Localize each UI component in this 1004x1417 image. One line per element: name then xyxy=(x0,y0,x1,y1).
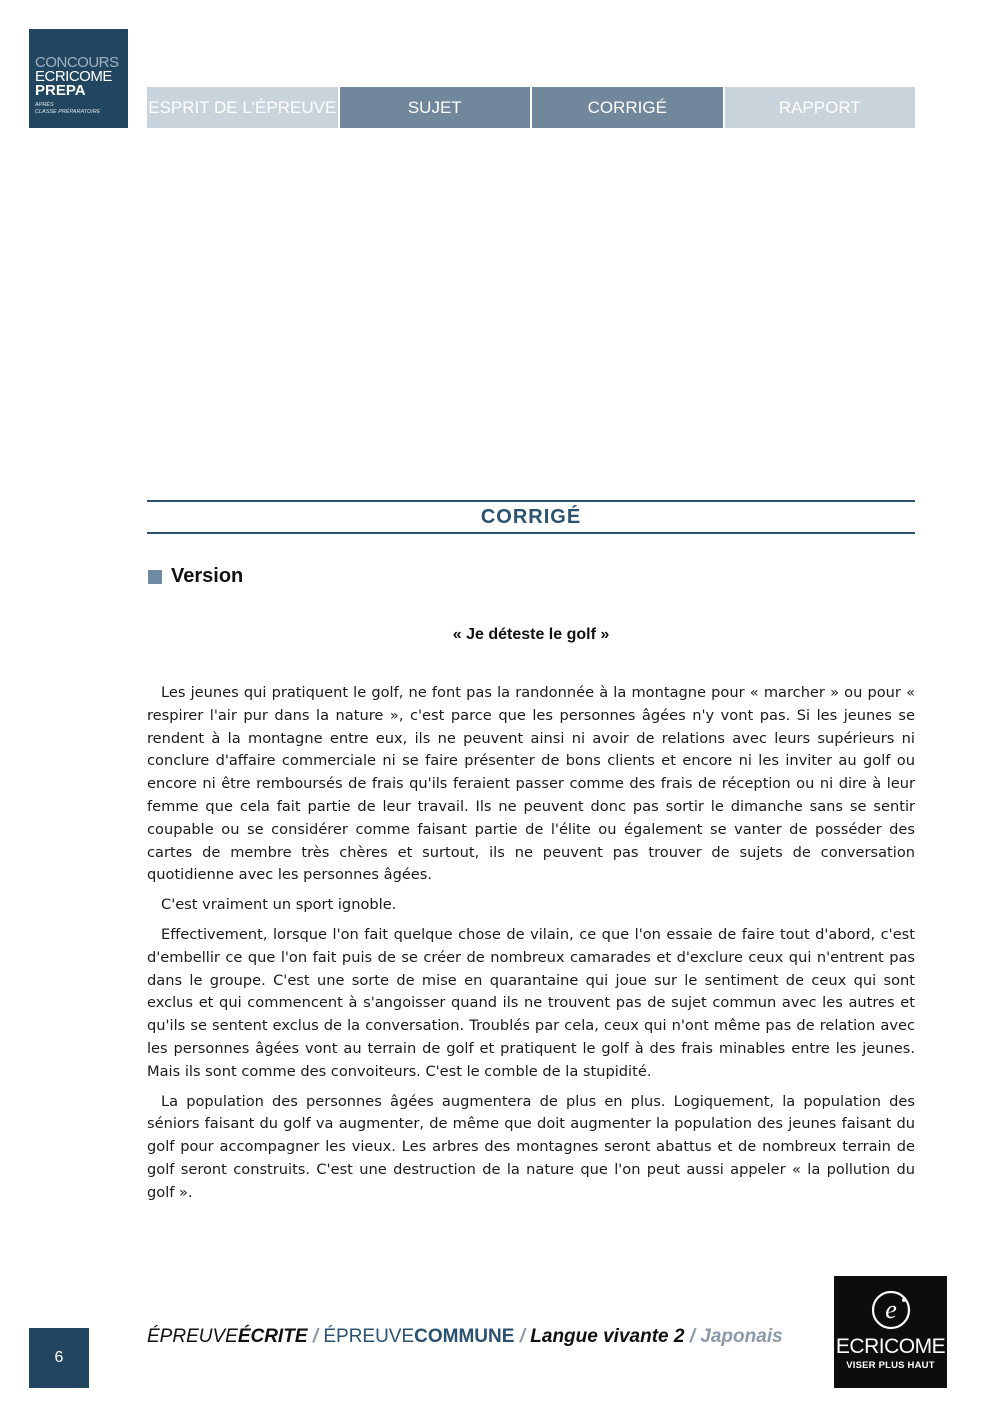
logo-line-ecricome: ECRICOME xyxy=(35,68,112,85)
paragraph: Les jeunes qui pratiquent le golf, ne font pas la randonnée à la montagne pour « marcher » ou pour « respirer l'air pur dans la nature », c'est parce que les personnes âgées n'y vont pas. Si les jeunes se rendent à la montagne entre eux, ils ne peuvent ainsi ni avoir de relations avec leurs supérieurs ni conclure d'affaire commerciale ni se faire présenter de bons clients et encore ni les inviter au golf ou encore ni être remboursés de frais qu'ils feraient passer comme des frais de réception ou ni dire à leur femme que cela fait partie de leur travail. Ils ne peuvent donc pas sortir le dimanche sans se sentir coupable ou se considérer comme faisant partie de l'élite ou également se vanter de posséder des cartes de membre très chères et surtout, ils ne peuvent pas trouver de sujets de conversation quotidienne avec les personnes âgées. xyxy=(147,684,915,884)
footer-exam-info xyxy=(147,1326,783,1348)
footer-commune-prefix: ÉPREUVE xyxy=(323,1326,415,1347)
logo-line-apres: APRÈS xyxy=(35,102,54,108)
brand-name: ECRICOME xyxy=(835,1335,946,1358)
tab-sujet[interactable]: SUJET xyxy=(340,87,531,128)
subheading-label: Version xyxy=(171,565,244,587)
tab-esprit-epreuve[interactable]: ESPRIT DE L'ÉPREUVE xyxy=(147,87,338,128)
logo-line-concours: CONCOURS xyxy=(35,54,119,71)
brand-tagline: VISER PLUS HAUT xyxy=(846,1360,935,1371)
logo-line-classe: CLASSE PRÉPARATOIRE xyxy=(35,108,101,115)
section-title: CORRIGÉ xyxy=(147,500,915,534)
paragraph: La population des personnes âgées augmentera de plus en plus. Logiquement, la population des séniors faisant du golf va augmenter, de même que doit augmenter la population des jeunes faisant du golf pour accompagner les vieux. Les arbres des montagnes seront abattus et de nombreux terrain de golf seront construits. C'est une destruction de la nature que l'on peut aussi appeler « la pollution du golf ». xyxy=(147,1092,915,1201)
paragraph: Effectivement, lorsque l'on fait quelque chose de vilain, ce que l'on essaie de faire tout d'abord, c'est d'embellir ce que l'on fait puis de se créer de nombreux camarades et d'exclure ceux qui n'entrent pas dans le groupe. C'est une sorte de mise en quarantaine qui joue sur le sentiment de ceux qui sont exclus et qui commencent à s'angoisser quand ils ne trouvent pas de sujet commun avec les autres et qu'ils se sentent exclus de la conversation. Troublés par cela, ceux qui n'ont même pas de relation avec les personnes âgées vont au terrain de golf et pratiquent le golf à des frais minables entre les jeunes. Mais ils sont comme des convoiteurs. C'est le comble de la stupidité. xyxy=(147,925,915,1080)
concours-logo xyxy=(29,29,128,128)
subheading xyxy=(148,565,243,588)
document-title: « Je déteste le golf » xyxy=(452,626,610,643)
footer-separator: / xyxy=(689,1326,696,1347)
footer-commune-word: COMMUNE xyxy=(414,1326,515,1347)
paragraph: C'est vraiment un sport ignoble. xyxy=(161,896,397,914)
tab-corrige[interactable]: CORRIGÉ xyxy=(532,87,723,128)
ecricome-emblem-icon xyxy=(834,1288,947,1337)
document-body xyxy=(147,682,915,1212)
ecricome-brand-logo xyxy=(834,1276,947,1388)
footer-epreuve-type: ÉCRITE xyxy=(237,1326,308,1347)
page-number: 6 xyxy=(29,1328,89,1388)
footer-epreuve-prefix: ÉPREUVE xyxy=(147,1326,238,1347)
footer-separator: / xyxy=(312,1326,319,1347)
footer-subject: Langue vivante 2 xyxy=(530,1326,685,1347)
footer-separator: / xyxy=(519,1326,525,1347)
section-tabs xyxy=(147,87,915,128)
square-bullet-icon xyxy=(148,570,162,584)
tab-rapport[interactable]: RAPPORT xyxy=(725,87,916,128)
footer-language: Japonais xyxy=(700,1326,783,1347)
logo-line-prepa: PREPA xyxy=(35,82,86,99)
emblem-letter: e xyxy=(884,1295,897,1324)
